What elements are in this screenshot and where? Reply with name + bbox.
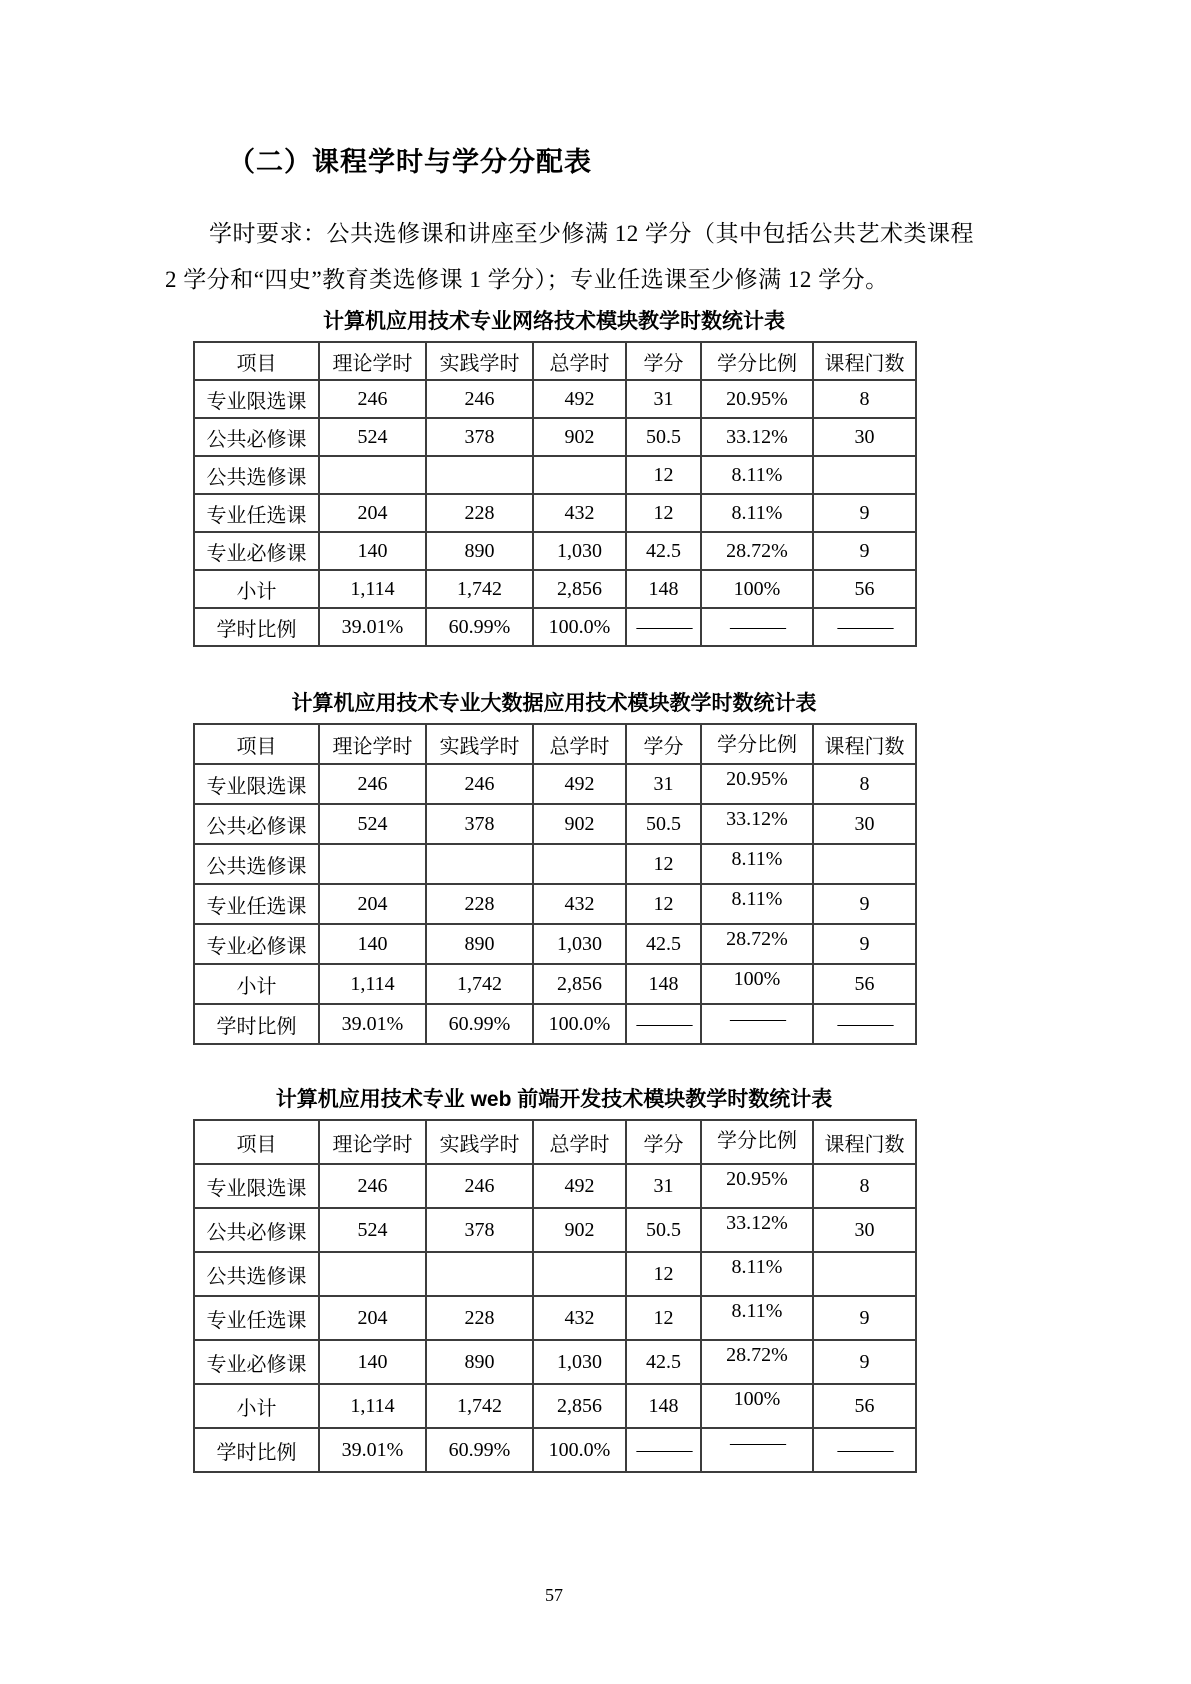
header-cell: 理论学时: [319, 342, 426, 380]
table-cell: [426, 1252, 533, 1296]
requirements-paragraph: [165, 211, 974, 303]
table-cell: 12: [626, 844, 701, 884]
header-cell: 实践学时: [426, 724, 533, 764]
table-cell: 246: [319, 380, 426, 418]
row-label: 公共选修课: [194, 456, 319, 494]
table-cell: 56: [813, 1384, 916, 1428]
header-cell: 理论学时: [319, 724, 426, 764]
table-row: [194, 494, 916, 532]
header-cell: 理论学时: [319, 1120, 426, 1164]
table-cell: 33.12%: [701, 804, 813, 844]
table-cell: 8.11%: [701, 494, 813, 532]
table-cell: 31: [626, 764, 701, 804]
table-row: [194, 1384, 916, 1428]
table-row: [194, 804, 916, 844]
table-cell: 148: [626, 964, 701, 1004]
row-label: 公共选修课: [194, 1252, 319, 1296]
header-cell: 项目: [194, 724, 319, 764]
header-row: [194, 342, 916, 380]
table-cell: 28.72%: [701, 532, 813, 570]
table-cell: 8: [813, 764, 916, 804]
table-cell: 56: [813, 570, 916, 608]
stats-table: [193, 341, 917, 647]
table-row: [194, 1428, 916, 1472]
table-cell: [426, 844, 533, 884]
table-cell: 492: [533, 380, 626, 418]
table-cell: 8.11%: [701, 884, 813, 924]
table-row: [194, 924, 916, 964]
table-cell: [813, 844, 916, 884]
table-cell: 42.5: [626, 924, 701, 964]
table-cell: 9: [813, 1296, 916, 1340]
table-cell: 524: [319, 1208, 426, 1252]
table-cell: 12: [626, 1252, 701, 1296]
table-cell: 39.01%: [319, 1428, 426, 1472]
table-cell: 100%: [701, 964, 813, 1004]
table-cell: 204: [319, 494, 426, 532]
header-cell: 总学时: [533, 1120, 626, 1164]
header-cell: 学分比例: [701, 1120, 813, 1164]
table-cell: 30: [813, 804, 916, 844]
table-cell: 100.0%: [533, 1428, 626, 1472]
table-cell: ———: [701, 1428, 813, 1472]
row-label: 公共选修课: [194, 844, 319, 884]
header-cell: 实践学时: [426, 342, 533, 380]
table-cell: 12: [626, 494, 701, 532]
table-cell: 246: [426, 1164, 533, 1208]
table-cell: 30: [813, 418, 916, 456]
table-cell: 8: [813, 1164, 916, 1208]
table-cell: 492: [533, 1164, 626, 1208]
table-row: [194, 764, 916, 804]
table-title: 计算机应用技术专业 web 前端开发技术模块教学时数统计表: [275, 1088, 833, 1111]
table-cell: 1,030: [533, 1340, 626, 1384]
table-cell: 492: [533, 764, 626, 804]
header-cell: 课程门数: [813, 1120, 916, 1164]
table-row: [194, 608, 916, 646]
table-cell: 140: [319, 1340, 426, 1384]
header-cell: 实践学时: [426, 1120, 533, 1164]
table-cell: [319, 844, 426, 884]
table-cell: ———: [813, 608, 916, 646]
table-cell: 890: [426, 1340, 533, 1384]
table-cell: 42.5: [626, 1340, 701, 1384]
table-cell: 30: [813, 1208, 916, 1252]
table-cell: 33.12%: [701, 418, 813, 456]
paragraph-line-1: 学时要求：公共选修课和讲座至少修满 12 学分（其中包括公共艺术类课程: [209, 221, 974, 246]
table-cell: 50.5: [626, 804, 701, 844]
header-cell: 项目: [194, 342, 319, 380]
table-cell: 432: [533, 1296, 626, 1340]
tables-container: [165, 309, 943, 1473]
table-cell: 1,114: [319, 1384, 426, 1428]
table-cell: 148: [626, 1384, 701, 1428]
table-cell: 2,856: [533, 964, 626, 1004]
row-label: 公共必修课: [194, 1208, 319, 1252]
table-cell: 246: [319, 1164, 426, 1208]
table-cell: 524: [319, 418, 426, 456]
table-row: [194, 456, 916, 494]
table-cell: 9: [813, 1340, 916, 1384]
table-cell: 8.11%: [701, 1252, 813, 1296]
table-cell: 100%: [701, 570, 813, 608]
header-cell: 学分: [626, 342, 701, 380]
table-row: [194, 1208, 916, 1252]
stats-table: [193, 1119, 917, 1473]
table-cell: 31: [626, 380, 701, 418]
table-cell: 8.11%: [701, 1296, 813, 1340]
table-cell: 9: [813, 532, 916, 570]
row-label: 公共必修课: [194, 804, 319, 844]
table-cell: 42.5: [626, 532, 701, 570]
table-cell: 50.5: [626, 418, 701, 456]
stats-table: [193, 723, 917, 1045]
table-cell: 378: [426, 804, 533, 844]
table-cell: 2,856: [533, 1384, 626, 1428]
header-row: [194, 724, 916, 764]
table-cell: 12: [626, 1296, 701, 1340]
row-label: 专业限选课: [194, 1164, 319, 1208]
table-cell: [533, 844, 626, 884]
table-cell: 140: [319, 924, 426, 964]
row-label: 专业必修课: [194, 924, 319, 964]
header-cell: 学分: [626, 724, 701, 764]
row-label: 学时比例: [194, 608, 319, 646]
row-label: 小计: [194, 570, 319, 608]
table-row: [194, 1252, 916, 1296]
header-cell: 学分比例: [701, 342, 813, 380]
row-label: 小计: [194, 964, 319, 1004]
row-label: 专业任选课: [194, 494, 319, 532]
table-cell: 228: [426, 884, 533, 924]
table-cell: 39.01%: [319, 608, 426, 646]
table-row: [194, 1164, 916, 1208]
header-row: [194, 1120, 916, 1164]
table-cell: 1,114: [319, 964, 426, 1004]
table-title: 计算机应用技术专业大数据应用技术模块教学时数统计表: [291, 692, 817, 715]
table-cell: 140: [319, 532, 426, 570]
table-cell: 100.0%: [533, 608, 626, 646]
table-cell: 9: [813, 924, 916, 964]
row-label: 专业必修课: [194, 532, 319, 570]
table-cell: 1,742: [426, 570, 533, 608]
row-label: 专业限选课: [194, 764, 319, 804]
table-cell: 33.12%: [701, 1208, 813, 1252]
header-cell: 学分: [626, 1120, 701, 1164]
table-cell: 890: [426, 532, 533, 570]
row-label: 专业限选课: [194, 380, 319, 418]
table-row: [194, 532, 916, 570]
table-cell: 12: [626, 884, 701, 924]
table-cell: ———: [626, 1428, 701, 1472]
table-cell: ———: [813, 1004, 916, 1044]
table-cell: 56: [813, 964, 916, 1004]
table-row: [194, 1340, 916, 1384]
table-cell: ———: [626, 1004, 701, 1044]
table-cell: 246: [426, 380, 533, 418]
row-label: 学时比例: [194, 1004, 319, 1044]
table-cell: 60.99%: [426, 1428, 533, 1472]
table-cell: 228: [426, 1296, 533, 1340]
row-label: 专业任选课: [194, 884, 319, 924]
row-label: 专业必修课: [194, 1340, 319, 1384]
table-cell: [813, 1252, 916, 1296]
table-cell: ———: [701, 1004, 813, 1044]
table-cell: 1,030: [533, 532, 626, 570]
table-row: [194, 844, 916, 884]
header-cell: 课程门数: [813, 342, 916, 380]
table-cell: 12: [626, 456, 701, 494]
table-cell: 148: [626, 570, 701, 608]
table-row: [194, 964, 916, 1004]
header-cell: 总学时: [533, 342, 626, 380]
table-cell: 100%: [701, 1384, 813, 1428]
table-cell: [533, 1252, 626, 1296]
table-cell: 1,742: [426, 1384, 533, 1428]
table-cell: 31: [626, 1164, 701, 1208]
table-cell: 2,856: [533, 570, 626, 608]
paragraph-line-2: 2 学分和“四史”教育类选修课 1 学分）；专业任选课至少修满 12 学分。: [165, 267, 889, 292]
table-cell: 8.11%: [701, 456, 813, 494]
table-row: [194, 570, 916, 608]
table-cell: 204: [319, 1296, 426, 1340]
table-cell: [813, 456, 916, 494]
table-cell: 890: [426, 924, 533, 964]
table-cell: 902: [533, 1208, 626, 1252]
table-cell: 20.95%: [701, 1164, 813, 1208]
table-cell: 20.95%: [701, 764, 813, 804]
table-row: [194, 1296, 916, 1340]
table-cell: 60.99%: [426, 1004, 533, 1044]
table-cell: 1,742: [426, 964, 533, 1004]
table-cell: 60.99%: [426, 608, 533, 646]
table-cell: [426, 456, 533, 494]
header-cell: 总学时: [533, 724, 626, 764]
header-cell: 学分比例: [701, 724, 813, 764]
table-title: 计算机应用技术专业网络技术模块教学时数统计表: [323, 310, 785, 333]
table-cell: 432: [533, 494, 626, 532]
table-cell: 524: [319, 804, 426, 844]
table-row: [194, 884, 916, 924]
section-heading: （二）课程学时与学分分配表: [228, 147, 592, 177]
table-cell: [319, 456, 426, 494]
table-cell: 8.11%: [701, 844, 813, 884]
table-cell: ———: [701, 608, 813, 646]
table-cell: 228: [426, 494, 533, 532]
table-cell: 1,030: [533, 924, 626, 964]
table-cell: 204: [319, 884, 426, 924]
table-cell: 902: [533, 418, 626, 456]
table-cell: 246: [426, 764, 533, 804]
header-cell: 项目: [194, 1120, 319, 1164]
table-cell: [533, 456, 626, 494]
table-cell: 8: [813, 380, 916, 418]
table-row: [194, 380, 916, 418]
table-cell: 20.95%: [701, 380, 813, 418]
table-cell: 28.72%: [701, 924, 813, 964]
table-cell: 378: [426, 1208, 533, 1252]
table-cell: 1,114: [319, 570, 426, 608]
table-cell: 9: [813, 494, 916, 532]
row-label: 小计: [194, 1384, 319, 1428]
table-cell: 39.01%: [319, 1004, 426, 1044]
table-cell: 9: [813, 884, 916, 924]
table-row: [194, 1004, 916, 1044]
row-label: 专业任选课: [194, 1296, 319, 1340]
row-label: 学时比例: [194, 1428, 319, 1472]
table-row: [194, 418, 916, 456]
table-cell: 28.72%: [701, 1340, 813, 1384]
table-cell: 50.5: [626, 1208, 701, 1252]
table-cell: 246: [319, 764, 426, 804]
header-cell: 课程门数: [813, 724, 916, 764]
page-number: 57: [545, 1585, 563, 1605]
table-cell: 100.0%: [533, 1004, 626, 1044]
table-cell: [319, 1252, 426, 1296]
table-cell: 378: [426, 418, 533, 456]
table-cell: ———: [813, 1428, 916, 1472]
table-cell: ———: [626, 608, 701, 646]
table-cell: 902: [533, 804, 626, 844]
table-cell: 432: [533, 884, 626, 924]
row-label: 公共必修课: [194, 418, 319, 456]
